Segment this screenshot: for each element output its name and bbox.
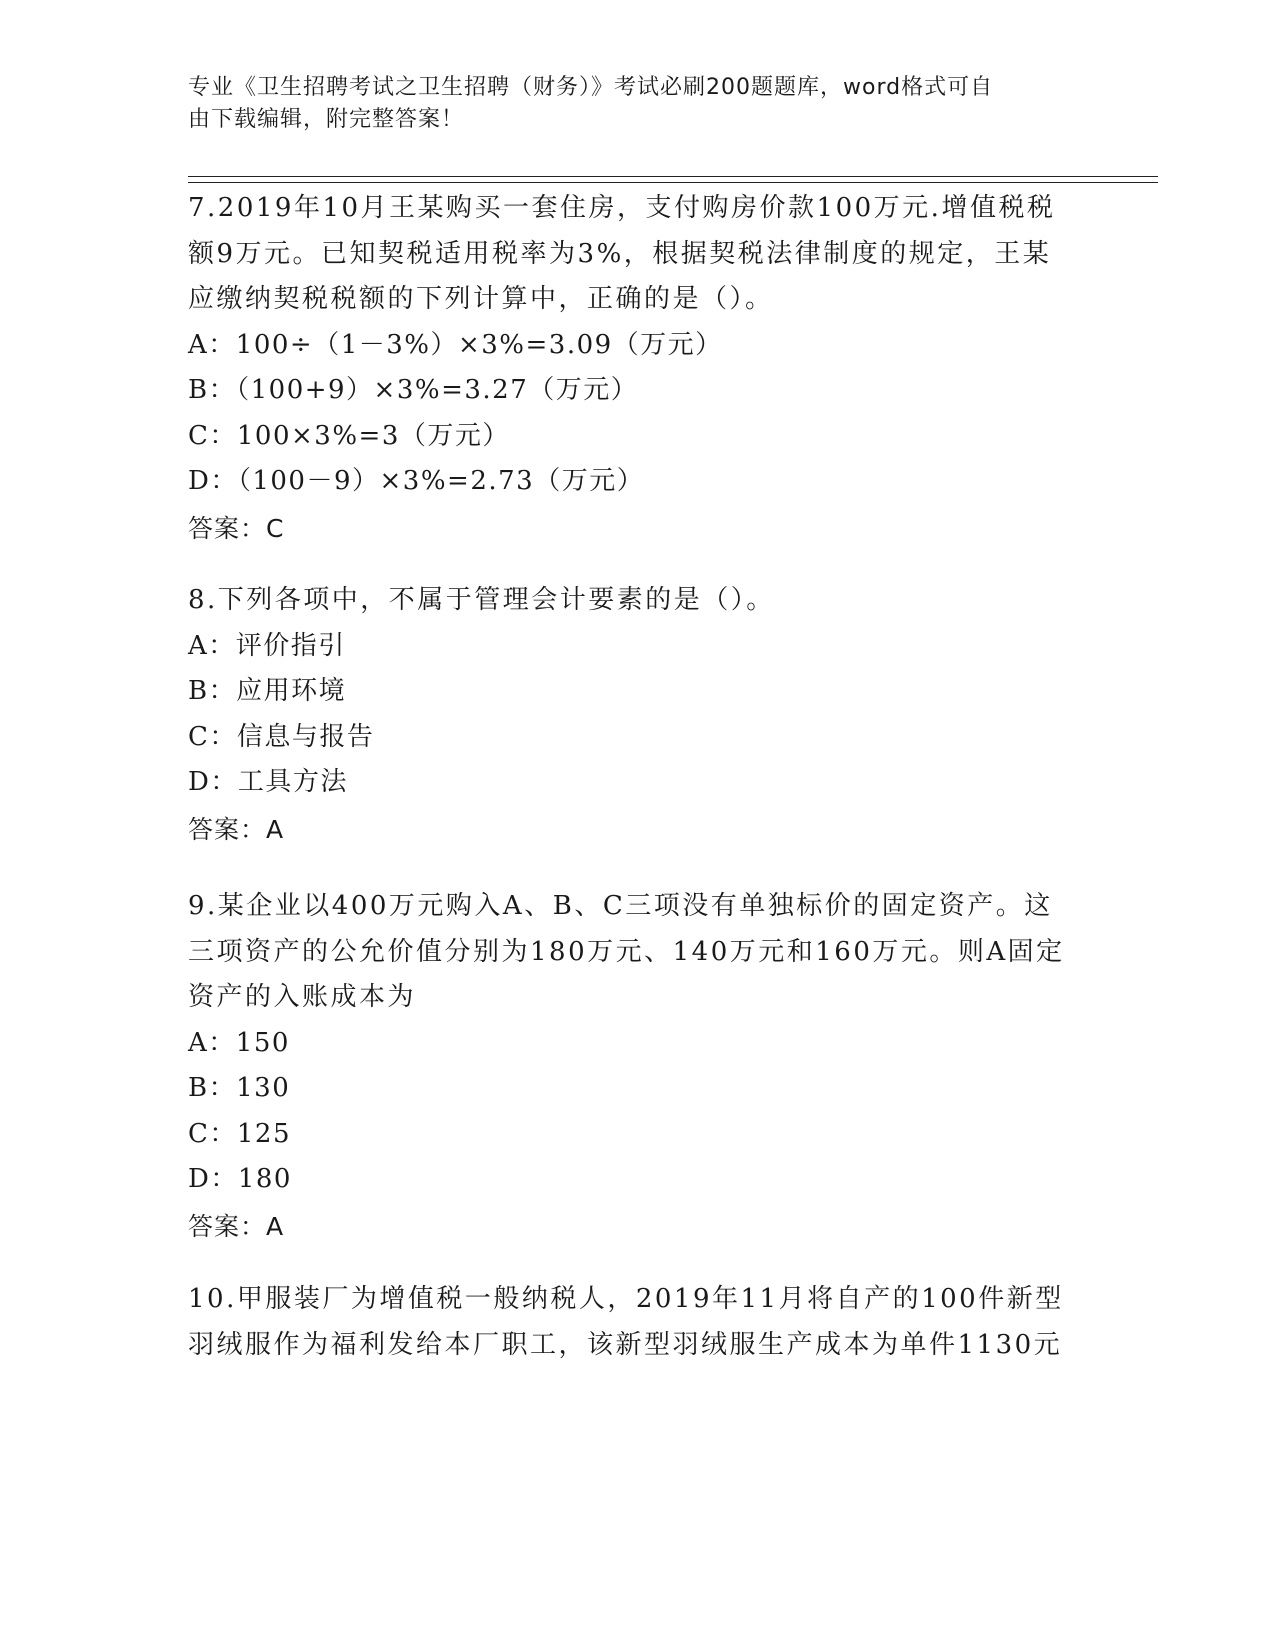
header-line-2: 由下载编辑，附完整答案！ [188,107,465,132]
question-7-option-b: B：（100+9）×3%=3.27（万元） [188,375,639,405]
question-7-option-c: C：100×3%=3（万元） [188,420,510,451]
question-10-stem-line-2: 羽绒服作为福利发给本厂职工，该新型羽绒服生产成本为单件1130元 [188,1329,1063,1360]
question-9-stem [188,884,1088,1021]
answer-value: A [266,1211,284,1241]
answer-value: A [266,814,284,844]
question-9-stem-line-2: 三项资产的公允价值分别为180万元、140万元和160万元。则A固定 [188,936,1065,967]
question-9-stem-line-1: 9.某企业以400万元购入A、B、C三项没有单独标价的固定资产。这 [188,891,1053,921]
question-8-answer [188,807,1088,853]
answer-label: 答案： [188,814,267,844]
question-8-stem-line-1: 8.下列各项中，不属于管理会计要素的是（）。 [188,585,775,615]
question-10 [188,1277,1088,1368]
question-8-option-d: D：工具方法 [188,767,348,797]
question-7-option-d: D：（100－9）×3%=2.73（万元） [188,466,645,496]
header-line-1: 专业《卫生招聘考试之卫生招聘（财务）》考试必刷200题题库，word格式可自 [188,75,994,100]
question-9-answer [188,1204,1088,1250]
question-9-option-b: B：130 [188,1073,291,1103]
question-7-stem [188,186,1088,323]
document-header [188,72,1088,136]
question-7-option-a: A：100÷（1－3%）×3%=3.09（万元） [188,329,723,360]
question-8 [188,578,1088,853]
question-8-option-b: B：应用环境 [188,676,347,706]
question-10-stem-line-1: 10.甲服装厂为增值税一般纳税人，2019年11月将自产的100件新型 [188,1284,1064,1314]
question-7-answer [188,506,1088,552]
answer-label: 答案： [188,1211,267,1241]
question-9-option-a: A：150 [188,1027,290,1058]
question-7-stem-line-3: 应缴纳契税税额的下列计算中，正确的是（）。 [188,284,774,314]
question-9-option-c: C：125 [188,1118,292,1149]
question-8-stem [188,578,1088,624]
question-9 [188,884,1088,1250]
header-divider-bottom [188,182,1158,183]
question-10-stem [188,1277,1088,1368]
question-8-option-a: A：评价指引 [188,630,346,661]
header-divider-top [188,176,1158,177]
question-8-option-c: C：信息与报告 [188,721,375,752]
question-7-stem-line-2: 额9万元。已知契税适用税率为3%，根据契税法律制度的规定，王某 [188,238,1052,269]
answer-value: C [266,513,284,543]
answer-label: 答案： [188,513,267,543]
question-9-stem-line-3: 资产的入账成本为 [188,982,417,1012]
question-9-option-d: D：180 [188,1164,292,1194]
question-7 [188,186,1088,552]
question-7-stem-line-1: 7.2019年10月王某购买一套住房，支付购房价款100万元.增值税税 [188,193,1056,223]
